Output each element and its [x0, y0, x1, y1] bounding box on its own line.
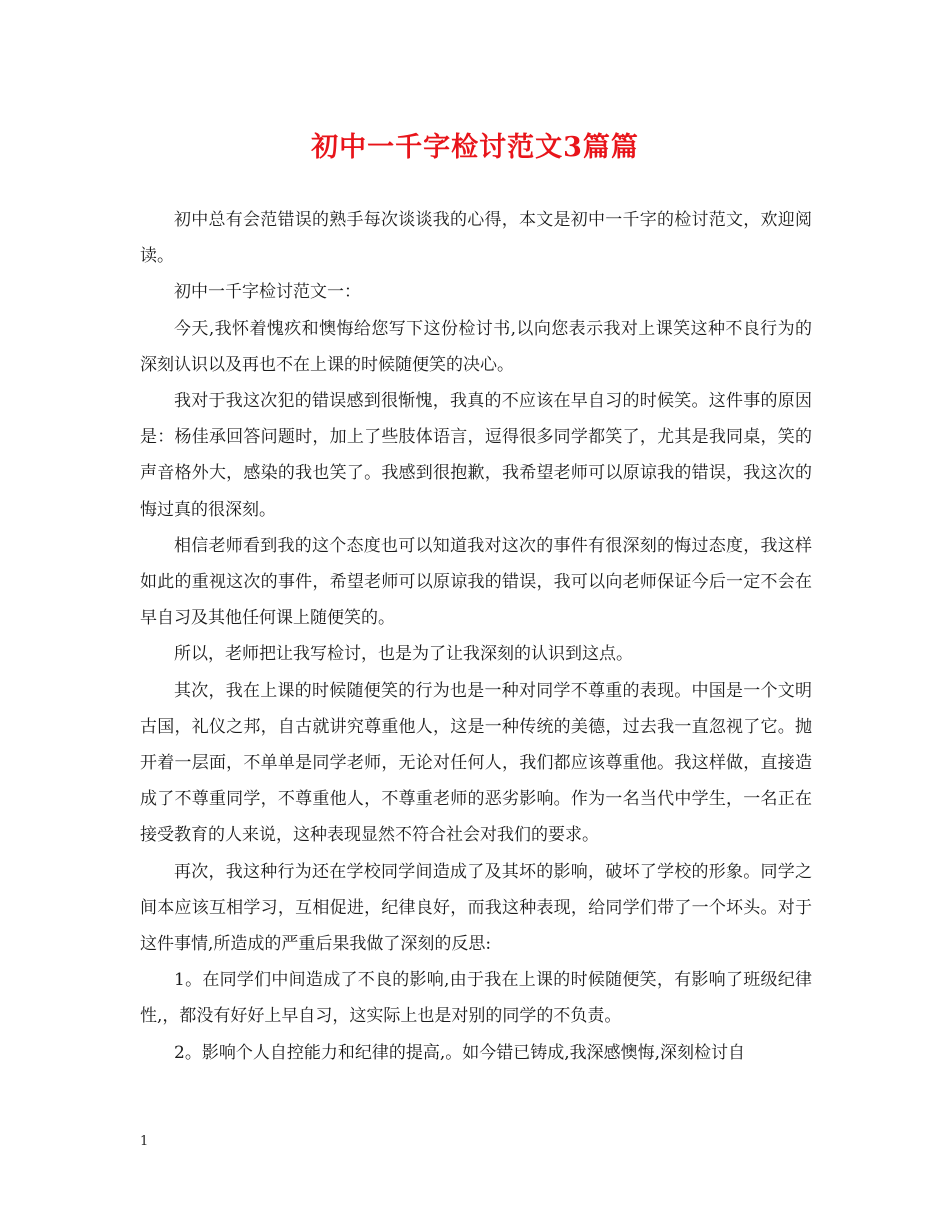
body-paragraph: 相信老师看到我的这个态度也可以知道我对这次的事件有很深刻的悔过态度，我这样如此的重视这次的事件，希望老师可以原谅我的错误，我可以向老师保证今后一定不会在早自习及其他任何课上随便笑的。 — [140, 535, 812, 629]
intro-paragraph: 初中总有会范错误的熟手每次谈谈我的心得，本文是初中一千字的检讨范文，欢迎阅读。 — [140, 210, 812, 267]
numbered-item: 1。在同学们中间造成了不良的影响,由于我在上课的时候随便笑，有影响了班级纪律性,，都没有好好上早自习，这实际上也是对别的同学的不负责。 — [140, 970, 812, 1027]
body-paragraph: 今天,我怀着愧疚和懊悔给您写下这份检讨书,以向您表示我对上课笑这种不良行为的深刻认识以及再也不在上课的时候随便笑的决心。 — [140, 318, 812, 375]
document-title: 初中一千字检讨范文3篇篇 — [311, 132, 639, 163]
document-body — [140, 202, 812, 1071]
page-number: 1 — [140, 1134, 149, 1149]
body-paragraph: 再次，我这种行为还在学校同学间造成了及其坏的影响，破坏了学校的形象。同学之间本应该互相学习，互相促进，纪律良好，而我这种表现，给同学们带了一个坏头。对于这件事情,所造成的严重后果我做了深刻的反思: — [140, 861, 812, 955]
section-heading: 初中一千字检讨范文一： — [174, 282, 361, 303]
numbered-item: 2。影响个人自控能力和纪律的提高,。如今错已铸成,我深感懊悔,深刻检讨自 — [174, 1042, 746, 1063]
body-paragraph: 其次，我在上课的时候随便笑的行为也是一种对同学不尊重的表现。中国是一个文明古国，礼仪之邦，自古就讲究尊重他人，这是一种传统的美德，过去我一直忽视了它。抛开着一层面，不单单是同学老师，无论对任何人，我们都应该尊重他。我这样做，直接造成了不尊重同学，不尊重他人，不尊重老师的恶劣影响。作为一名当代中学生，一名正在接受教育的人来说，这种表现显然不符合社会对我们的要求。 — [140, 680, 812, 846]
body-paragraph: 所以，老师把让我写检讨，也是为了让我深刻的认识到这点。 — [174, 644, 633, 665]
body-paragraph: 我对于我这次犯的错误感到很惭愧，我真的不应该在早自习的时候笑。这件事的原因是：杨佳承回答问题时，加上了些肢体语言，逗得很多同学都笑了，尤其是我同桌，笑的声音格外大，感染的我也笑了。我感到很抱歉，我希望老师可以原谅我的错误，我这次的悔过真的很深刻。 — [140, 391, 812, 520]
